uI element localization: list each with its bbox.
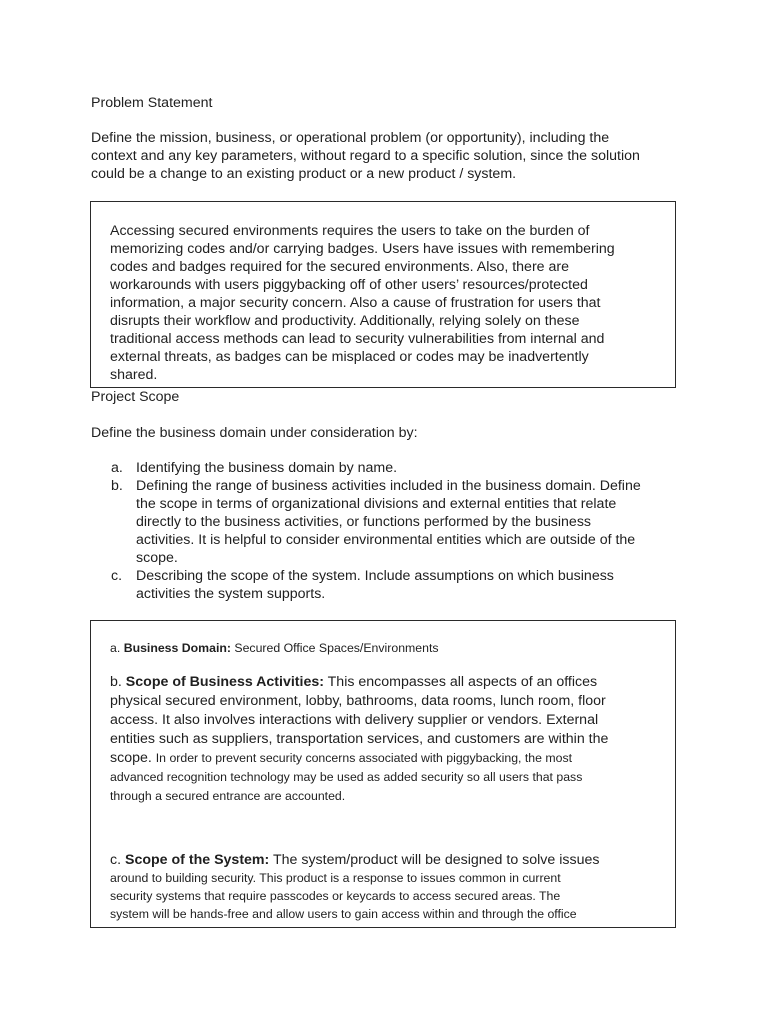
list-marker: c. — [111, 568, 123, 584]
problem-statement-answer — [110, 222, 660, 384]
project-scope-instructions: Define the business domain under consideration by: — [91, 425, 418, 441]
problem-answer-line-6: disrupts their workflow and productivity. Additionally, relying solely on these — [110, 313, 580, 329]
business-domain-label: Business Domain: — [123, 641, 231, 655]
business-activities-note: In order to prevent security concerns associated with piggybacking, the most — [155, 751, 573, 765]
list-marker: a. — [111, 460, 123, 476]
problem-statement-box — [90, 201, 676, 388]
project-scope-heading: Project Scope — [91, 389, 180, 405]
list-item — [111, 477, 671, 567]
scope-of-system-entry — [110, 851, 655, 923]
entry-prefix: c. — [110, 852, 122, 868]
scope-of-system-text: The system/product will be designed to solve issues — [272, 852, 600, 868]
entry-prefix: b. — [110, 674, 122, 690]
business-domain-value: Secured Office Spaces/Environments — [234, 641, 439, 655]
project-scope-box — [90, 620, 676, 928]
problem-answer-line-1: Accessing secured environments requires the users to take on the burden of — [110, 223, 590, 239]
scope-of-system-line: around to building security. This product is a response to issues common in current — [110, 871, 561, 885]
scope-of-system-line: system will be hands-free and allow users to gain access within and through the office — [110, 907, 577, 921]
business-activities-line: entities such as suppliers, transportation services, and customers are within the — [110, 731, 609, 747]
business-activities-text: This encompasses all aspects of an offices — [327, 674, 598, 690]
business-activities-note-line: through a secured entrance are accounted. — [110, 789, 346, 803]
problem-answer-line-3: codes and badges required for the secured environments. Also, there are — [110, 259, 570, 275]
list-item-line: activities. It is helpful to consider environmental entities which are outside of the — [136, 532, 636, 548]
scope-of-business-activities-entry — [110, 673, 655, 806]
business-activities-line: scope. — [110, 750, 152, 766]
problem-answer-line-8: external threats, as badges can be misplaced or codes may be inadvertently — [110, 349, 589, 365]
business-activities-line: physical secured environment, lobby, bathrooms, data rooms, lunch room, floor — [110, 693, 606, 709]
business-activities-line: access. It also involves interactions with delivery supplier or vendors. External — [110, 712, 599, 728]
list-item-line: directly to the business activities, or functions performed by the business — [136, 514, 592, 530]
business-domain-entry — [110, 640, 655, 657]
problem-intro-line-2: context and any key parameters, without regard to a specific solution, since the solution — [91, 148, 640, 164]
problem-answer-line-2: memorizing codes and/or carrying badges. Users have issues with remembering — [110, 241, 615, 257]
list-item-line: Describing the scope of the system. Include assumptions on which business — [136, 568, 614, 584]
problem-statement-heading: Problem Statement — [91, 95, 213, 111]
list-item — [111, 459, 671, 477]
list-item-line: activities the system supports. — [136, 586, 326, 602]
list-item — [111, 567, 671, 603]
problem-intro-line-1: Define the mission, business, or operational problem (or opportunity), including the — [91, 130, 610, 146]
problem-answer-line-5: information, a major security concern. Also a cause of frustration for users that — [110, 295, 601, 311]
business-activities-note-line: advanced recognition technology may be used as added security so all users that pass — [110, 770, 583, 784]
list-item-line: scope. — [136, 550, 178, 566]
problem-answer-line-7: traditional access methods can lead to security vulnerabilities from internal and — [110, 331, 605, 347]
list-marker: b. — [111, 478, 123, 494]
list-item-line: Identifying the business domain by name. — [136, 460, 398, 476]
scope-of-system-line: security systems that require passcodes or keycards to access secured areas. The — [110, 889, 561, 903]
problem-answer-line-9: shared. — [110, 367, 158, 383]
list-item-line: the scope in terms of organizational divisions and external entities that relate — [136, 496, 617, 512]
list-item-line: Defining the range of business activities included in the business domain. Define — [136, 478, 641, 494]
problem-statement-instructions — [91, 129, 681, 183]
scope-instruction-list — [111, 459, 671, 603]
entry-prefix: a. — [110, 641, 121, 655]
problem-answer-line-4: workarounds with users piggybacking off of other users’ resources/protected — [110, 277, 588, 293]
scope-of-system-label: Scope of the System: — [125, 852, 270, 868]
business-activities-label: Scope of Business Activities: — [125, 674, 324, 690]
problem-intro-line-3: could be a change to an existing product or a new product / system. — [91, 166, 517, 182]
